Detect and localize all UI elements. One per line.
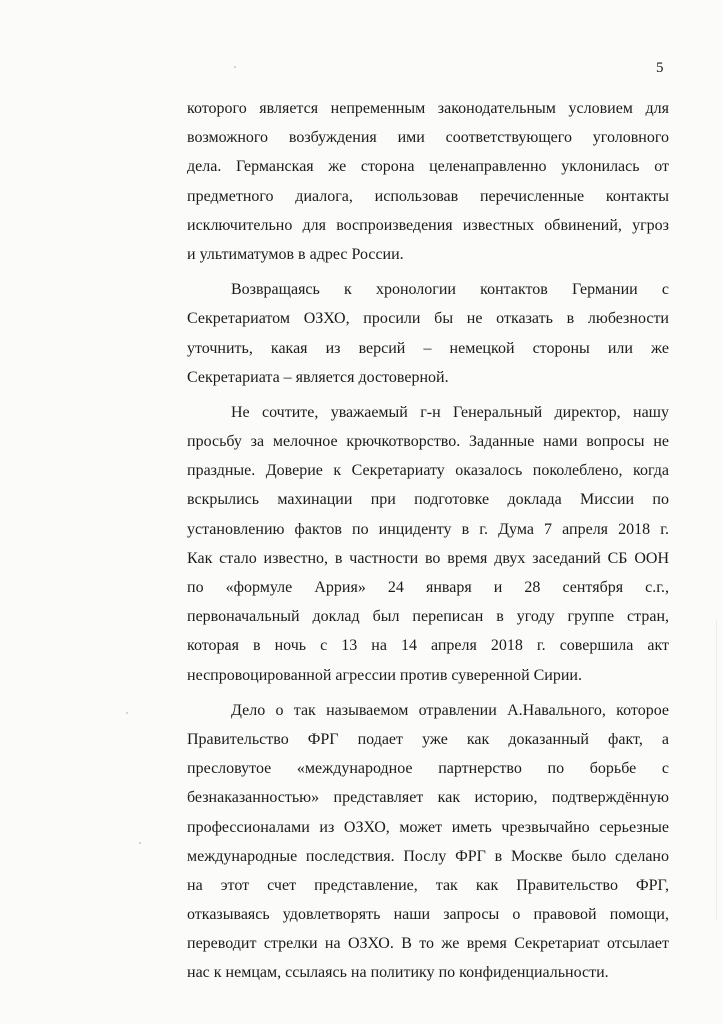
text-line: праздные. Доверие к Секретариату оказалось поколеблено, когда (187, 462, 669, 480)
scan-speck (139, 842, 141, 844)
text-line: уточнить, какая из версий – немецкой стороны или же (187, 339, 669, 357)
text-line: и ультиматумов в адрес России. (187, 245, 404, 263)
text-line: по «формуле Аррия» 24 января и 28 сентября с.г., (187, 579, 669, 596)
text-line: исключительно для воспроизведения известных обвинений, угроз (187, 216, 669, 234)
text-line: переводит стрелки на ОЗХО. В то же время Секретариат отсылает (187, 935, 669, 953)
text-line: первоначальный доклад был переписан в угоду группе стран, (187, 608, 669, 626)
text-line: Дело о так называемом отравлении А.Навального, которое (231, 701, 669, 719)
text-line: которого является непременным законодательным условием для (187, 100, 669, 117)
page-number: 5 (656, 60, 664, 76)
paragraph (187, 696, 669, 988)
text-line: просьбу за мелочное крючкотворство. Заданные нами вопросы не (187, 433, 669, 451)
text-line: отказываясь удовлетворять наши запросы о правовой помощи, (187, 906, 669, 924)
text-line: нас к немцам, ссылаясь на политику по конфиденциальности. (187, 964, 609, 982)
text-line: Возвращаясь к хронологии контактов Германии с (231, 281, 669, 299)
text-line: вскрылись махинации при подготовке доклада Миссии по (187, 491, 669, 509)
text-line: Как стало известно, в частности во время двух заседаний СБ ООН (187, 549, 669, 567)
scan-margin-line (716, 620, 717, 920)
text-line: которая в ночь с 13 на 14 апреля 2018 г. совершила акт (187, 637, 669, 655)
document-body (187, 94, 669, 988)
text-line: установлению фактов по инциденту в г. Дума 7 апреля 2018 г. (187, 520, 669, 538)
text-line: Секретариата – является достоверной. (187, 368, 449, 386)
scan-speck (234, 66, 236, 68)
paragraph (187, 398, 669, 690)
scan-speck (126, 712, 128, 714)
text-line: неспровоцированной агрессии против суверенной Сирии. (187, 666, 582, 684)
paragraph (187, 94, 669, 269)
text-line: Не сочтите, уважаемый г-н Генеральный директор, нашу (231, 403, 669, 421)
text-line: Секретариатом ОЗХО, просили бы не отказать в любезности (187, 310, 669, 328)
text-line: пресловутое «международное партнерство по борьбе с (187, 760, 669, 778)
text-line: на этот счет представление, так как Правительство ФРГ, (187, 876, 669, 894)
text-line: предметного диалога, использовав перечисленные контакты (187, 187, 669, 205)
text-line: безнаказанностью» представляет как историю, подтверждённую (187, 789, 669, 807)
text-line: Правительство ФРГ подает уже как доказанный факт, а (187, 730, 669, 748)
text-line: дела. Германская же сторона целенаправленно уклонилась от (187, 158, 669, 176)
text-line: профессионалами из ОЗХО, может иметь чрезвычайно серьезные (187, 818, 669, 836)
paragraph (187, 275, 669, 392)
text-line: возможного возбуждения ими соответствующего уголовного (187, 129, 669, 147)
text-line: международные последствия. Послу ФРГ в Москве было сделано (187, 847, 669, 865)
